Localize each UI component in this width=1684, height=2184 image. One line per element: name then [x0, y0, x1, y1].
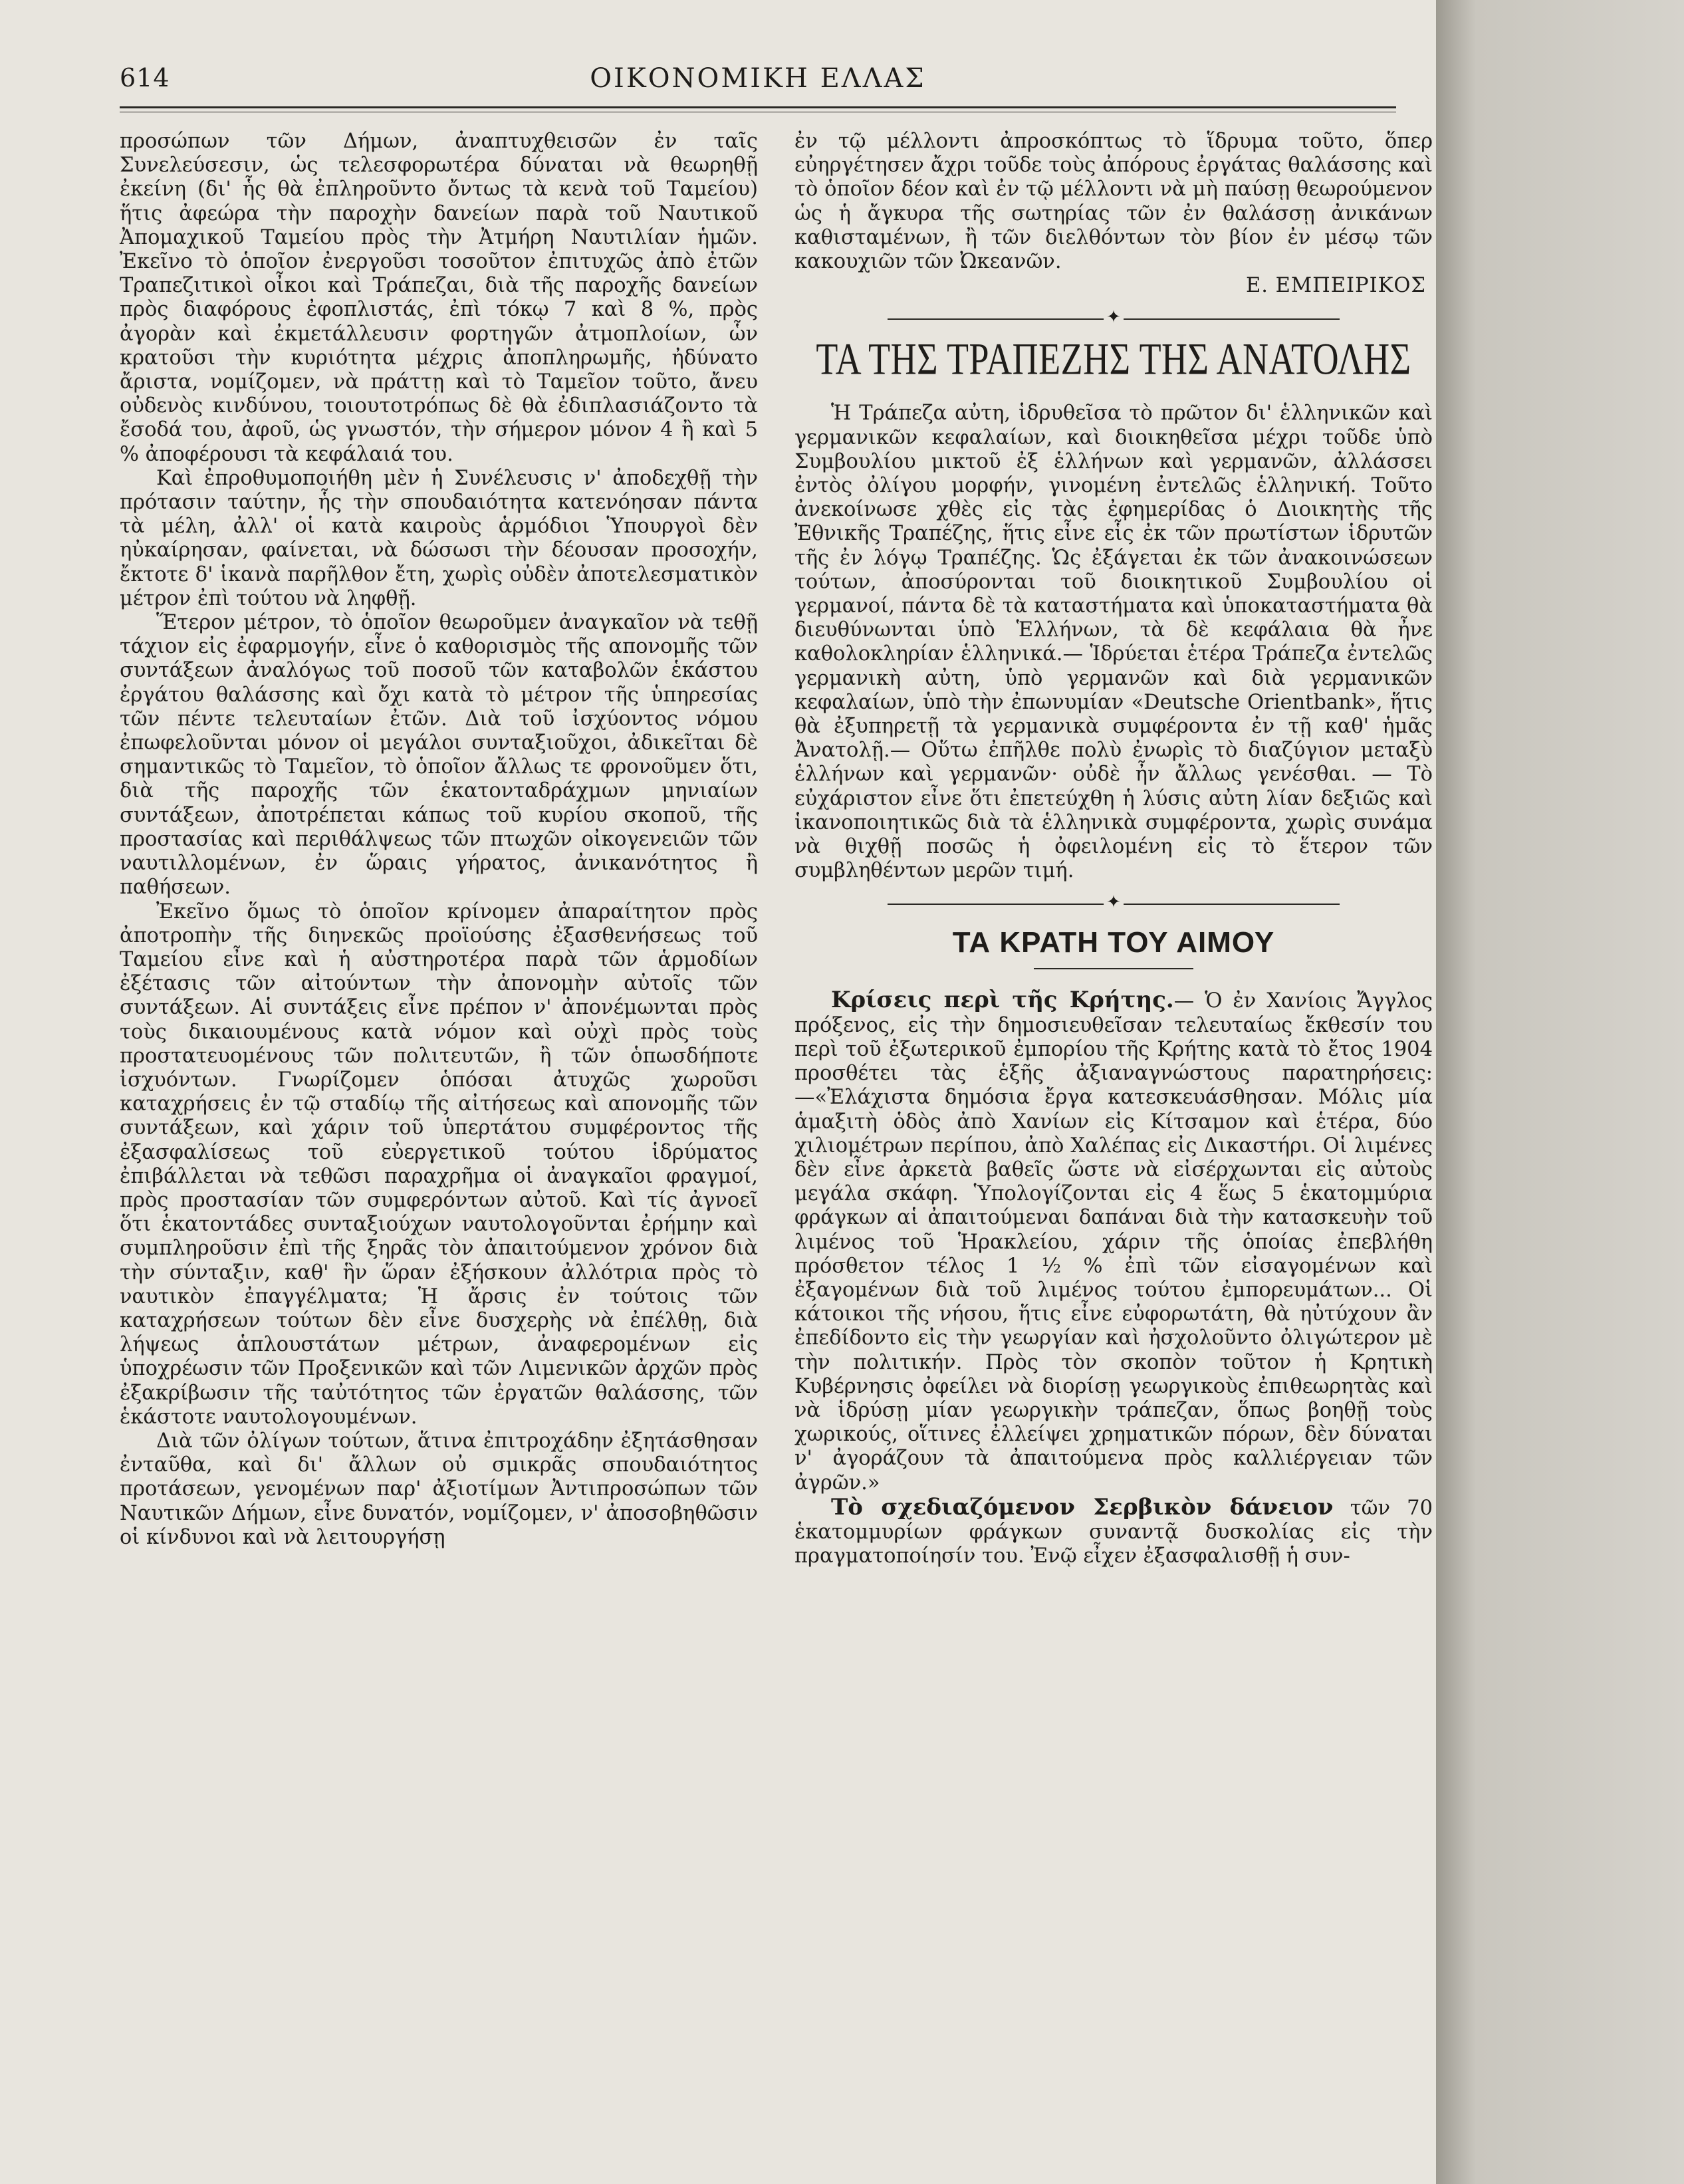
running-header — [120, 63, 1396, 110]
paragraph — [794, 1495, 1433, 1569]
paragraph — [794, 988, 1433, 1495]
paragraph: ἐν τῷ μέλλοντι ἀπροσκόπτως τὸ ἵδρυμα τοῦτο, ὅπερ εὐηργέτησεν ἄχρι τοῦδε τοὺς ἀπόρους ἐργάτας θαλάσσης καὶ τὸ ὁποῖον δέον καὶ ἐν τῷ μέλλοντι νὰ μὴ παύσῃ θεωρούμενον ὡς ἡ ἄγκυρα τῆς σωτηρίας τῶν ἐν θαλάσσῃ ἀνικάνων καθισταμένων, ἢ τῶν διελθόντων τὸν βίον ἐν μέσῳ τῶν κακουχιῶν τῶν Ὠκεανῶν. — [794, 130, 1433, 274]
section-heading-balkans: ΤΑ ΚΡΑΤΗ ΤΟΥ ΑΙΜΟΥ — [952, 926, 1275, 959]
paragraph: προσώπων τῶν Δήμων, ἀναπτυχθεισῶν ἐν ταῖς Συνελεύσεσιν, ὡς τελεσφορωτέρα δύναται νὰ θεωρηθῇ ἐκείνη (δι' ἧς θὰ ἐπληροῦντο ὄντως τὰ κενὰ τοῦ Ταμείου) ἥτις ἀφεώρα τὴν παροχὴν δανείων παρὰ τοῦ Ναυτικοῦ Ἀπομαχικοῦ Ταμείου πρὸς τὴν Ἀτμήρη Ναυτιλίαν ἡμῶν. Ἐκεῖνο τὸ ὁποῖον ἐνεργοῦσι τοσοῦτον ἐπιτυχῶς ἀπὸ ἐτῶν Τραπεζιτικοὶ οἶκοι καὶ Τράπεζαι, διὰ τῆς παροχῆς δανείων πρὸς διαφόρους ἐφοπλιστάς, ἐπὶ τόκῳ 7 καὶ 8 %, πρὸς ἀγορὰν καὶ ἐκμετάλλευσιν φορτηγῶν ἀτμοπλοίων, ὧν κρατοῦσι τὴν κυριότητα μέχρις ἀποπληρωμῆς, ἠδύνατο ἄριστα, νομίζομεν, νὰ πράττῃ καὶ τὸ Ταμεῖον τοῦτο, ἄνευ οὐδενὸς κινδύνου, τοιουτοτρόπως δὲ θὰ ἐδιπλασιάζοντο τὰ ἔσοδά του, ἀφοῦ, ὡς γνωστόν, τὴν σήμερον μόνον 4 ἢ καὶ 5 % ἀποφέρουσι τὰ κεφάλαιά του. — [120, 130, 758, 466]
right-column — [794, 130, 1433, 1568]
journal-title: ΟΙΚΟΝΟΜΙΚΗ ΕΛΛΑΣ — [590, 63, 926, 94]
section-divider — [794, 892, 1433, 913]
paragraph: Καὶ ἐπροθυμοποιήθη μὲν ἡ Συνέλευσις ν' ἀποδεχθῇ τὴν πρότασιν ταύτην, ἧς τὴν σπουδαιότητα κατενόησαν πάντα τὰ μέλη, ἀλλ' οἱ κατὰ καιροὺς ἁρμόδιοι Ὑπουργοὶ δὲν ηὐκαίρησαν, φαίνεται, νὰ δώσωσι τὴν δέουσαν προσοχήν, ἔκτοτε δ' ἱκανὰ παρῆλθον ἔτη, χωρὶς οὐδὲν ἀποτελεσματικὸν μέτρον ἐπὶ τούτου νὰ ληφθῇ. — [120, 466, 758, 610]
page-number: 614 — [120, 63, 170, 92]
paragraph-body: — Ὁ ἐν Χανίοις Ἄγγλος πρόξενος, εἰς τὴν δημοσιευθεῖσαν τελευταίως ἔκθεσίν του περὶ τοῦ ἐξωτερικοῦ ἐμπορίου τῆς Κρήτης κατὰ τὸ ἔτος 1904 προσθέτει τὰς ἑξῆς ἀξιαναγνώστους παρατηρήσεις:—«Ἐλάχιστα δημόσια ἔργα κατεσκευάσθησαν. Μόλις μία ἁμαξιτὴ ὁδὸς ἀπὸ Χανίων εἰς Κίτσαμον καὶ ἑτέρα, δύο χιλιομέτρων περίπου, ἀπὸ Χαλέπας εἰς Δικαστήρι. Οἱ λιμένες δὲν εἶνε ἀρκετὰ βαθεῖς ὥστε νὰ εἰσέρχωνται εἰς αὐτοὺς μεγάλα σκάφη. Ὑπολογίζονται εἰς 4 ἕως 5 ἑκατομμύρια φράγκων αἱ ἀπαιτούμεναι δαπάναι διὰ τὴν κατασκευὴν τοῦ λιμένος τοῦ Ἡρακλείου, χάριν τῆς ὁποίας ἐπεβλήθη πρόσθετον τέλος 1 ½ % ἐπὶ τῶν εἰσαγομένων καὶ ἐξαγομένων διὰ τοῦ λιμένος τούτου ἐμπορευμάτων... Οἱ κάτοικοι τῆς νήσου, ἥτις εἶνε εὐφορωτάτη, θὰ ηὐτύχουν ἂν ἐπεδίδοντο εἰς τὴν γεωργίαν καὶ ἠσχολοῦντο ὀλιγώτερον μὲ τὴν πολιτικήν. Πρὸς τὸν σκοπὸν τοῦτον ἡ Κρητικὴ Κυβέρνησις ὀφείλει νὰ διορίσῃ γεωργικοὺς ἐπιθεωρητὰς καὶ νὰ ἱδρύσῃ μίαν γεωργικὴν τράπεζαν, ὅπως βοηθῇ τοὺς χωρικούς, οἵτινες ἐλλείψει χρηματικῶν πόρων, δὲν δύναται ν' ἀγοράζουν τὰ ἀπαιτούμενα πρὸς καλλιέργειαν τῶν ἀγρῶν.» — [794, 989, 1433, 1495]
paragraph: Ἕτερον μέτρον, τὸ ὁποῖον θεωροῦμεν ἀναγκαῖον νὰ τεθῇ τάχιον εἰς ἐφαρμογήν, εἶνε ὁ καθορισμὸς τῆς απονομῆς τῶν συντάξεων ἀναλόγως τοῦ ποσοῦ τῶν καταβολῶν ἑκάστου ἐργάτου θαλάσσης καὶ ὄχι κατὰ τὸ μέτρον τῆς ὑπηρεσίας τῶν πέντε τελευταίων ἐτῶν. Διὰ τοῦ ἰσχύοντος νόμου ἐπωφελοῦνται μόνον οἱ μεγάλοι συνταξιοῦχοι, ἀδικεῖται δὲ σημαντικῶς τὸ Ταμεῖον, τὸ ὁποῖον ἄλλως τε φρονοῦμεν ὅτι, διὰ τῆς παροχῆς τῶν ἑκατονταδράχμων μηνιαίων συντάξεων, ἀποτρέπεται κάπως τοῦ κυρίου σκοποῦ, τῆς προστασίας καὶ περιθάλψεως τῶν πτωχῶν οἰκογενειῶν τῶν ναυτιλλομένων, ἐν ὥραις γήρατος, ἀνικανότητος ἢ παθήσεων. — [120, 611, 758, 900]
page-gutter-shadow — [1436, 0, 1684, 2184]
paragraph: Ἐκεῖνο ὅμως τὸ ὁποῖον κρίνομεν ἀπαραίτητον πρὸς ἀποτροπὴν τῆς διηνεκῶς προϊούσης ἐξασθενήσεως τοῦ Ταμείου εἶνε καὶ ἡ αὐστηροτέρα παρὰ τῶν ἁρμοδίων ἐξέτασις τῶν αἰτούντων τὴν ἀπονομὴν αὐτοῖς τῶν συντάξεων. Αἱ συντάξεις εἶνε πρέπον ν' ἀπονέμωνται πρὸς τοὺς δικαιουμένους κατὰ νόμον καὶ οὐχὶ πρὸς τοὺς προστατευομένους τῶν πολιτευτῶν, ἢ τῶν ὁπωσδήποτε ἰσχυόντων. Γνωρίζομεν ὁπόσαι ἀτυχῶς χωροῦσι καταχρήσεις ἐν τῷ σταδίῳ τῆς αἰτήσεως καὶ απονομῆς τῶν συντάξεων, καὶ χάριν τοῦ ὑπερτάτου συμφέροντος τῆς ἐξασφαλίσεως τοῦ εὐεργετικοῦ τούτου ἱδρύματος ἐπιβάλλεται νὰ τεθῶσι παραχρῆμα οἱ ἀναγκαῖοι φραγμοί, πρὸς προστασίαν τῶν συμφερόντων αὐτοῦ. Καὶ τίς ἀγνοεῖ ὅτι ἑκατοντάδες συνταξιούχων ναυτολογοῦνται ἐρήμην καὶ συμπληροῦσιν ἐπὶ τῆς ξηρᾶς τὸν ἀπαιτούμενον χρόνον διὰ τὴν σύνταξιν, καθ' ἣν ὥραν ἐξήσκουν ἀλλότρια πρὸς τὸ ναυτικὸν ἐπαγγέλματα; Ἡ ἄρσις ἐν τούτοις τῶν καταχρήσεων τούτων δὲν εἶνε δυσχερὴς νὰ ἐπέλθῃ, διὰ λήψεως ἁπλουστάτων μέτρων, ἀναφερομένων εἰς ὑποχρέωσιν τῶν Προξενικῶν καὶ τῶν Λιμενικῶν ἀρχῶν πρὸς ἐξακρίβωσιν τῆς ταὐτότητος τῶν ἐργατῶν θαλάσσης, τῶν ἑκάστοτε ναυτολογουμένων. — [120, 900, 758, 1429]
heading-underline — [1034, 968, 1193, 969]
author-signature: Ε. ΕΜΠΕΙΡΙΚΟΣ — [1246, 274, 1426, 298]
runin-heading-crete: Κρίσεις περὶ τῆς Κρήτης. — [831, 987, 1174, 1014]
paragraph-body: τῶν 70 ἑκατομμυρίων φράγκων συναντᾷ δυσκολίας εἰς τὴν πραγματοποίησίν του. Ἐνῷ εἶχεν ἐξασφαλισθῇ ἡ συν- — [794, 1496, 1433, 1568]
divider-star-icon: ✦ — [1104, 892, 1124, 912]
header-rule-thick — [120, 106, 1396, 108]
divider-star-icon: ✦ — [1104, 307, 1124, 327]
section-heading-bank: ΤΑ ΤΗΣ ΤΡΑΠΕΖΗΣ ΤΗΣ ΑΝΑΤΟΛΗΣ — [816, 334, 1411, 384]
left-column — [120, 130, 758, 1550]
runin-heading-serbian-loan: Τὸ σχεδιαζόμενον Σερβικὸν δάνειον — [831, 1493, 1334, 1520]
paragraph: Διὰ τῶν ὀλίγων τούτων, ἅτινα ἐπιτροχάδην ἐξητάσθησαν ἐνταῦθα, καὶ δι' ἄλλων οὐ σμικρᾶς σπουδαιότητος προτάσεων, γενομένων παρ' ἀξιοτίμων Ἀντιπροσώπων τῶν Ναυτικῶν Δήμων, εἶνε δυνατόν, νομίζομεν, ν' ἀποσοβηθῶσιν οἱ κίνδυνοι καὶ νὰ λειτουργήσῃ — [120, 1429, 758, 1549]
paragraph: Ἡ Τράπεζα αὐτη, ἱδρυθεῖσα τὸ πρῶτον δι' ἑλληνικῶν καὶ γερμανικῶν κεφαλαίων, καὶ διοικηθεῖσα μέχρι τοῦδε ὑπὸ Συμβουλίου μικτοῦ ἐξ ἑλλήνων καὶ γερμανῶν, ἀλλάσσει ἐντὸς ὀλίγου μορφήν, γινομένη ἐντελῶς ἑλληνική. Τοῦτο ἀνεκοίνωσε χθὲς εἰς τὰς ἐφημερίδας ὁ Διοικητὴς τῆς Ἐθνικῆς Τραπέζης, ἥτις εἶνε εἷς ἐκ τῶν πρωτίστων ἱδρυτῶν τῆς ἐν λόγῳ Τραπέζης. Ὡς ἐξάγεται ἐκ τῶν ἀνακοινώσεων τούτων, ἀποσύρονται τοῦ διοικητικοῦ Συμβουλίου οἱ γερμανοί, πάντα δὲ τὰ καταστήματα καὶ ὑποκαταστήματα θὰ διευθύνωνται ὑπὸ Ἑλλήνων, τὰ δὲ κεφάλαια θὰ ἦνε καθολοκληρίαν ἑλληνικά.— Ἱδρύεται ἑτέρα Τράπεζα ἐντελῶς γερμανικὴ αὐτη, ὑπὸ γερμανῶν καὶ διὰ γερμανικῶν κεφαλαίων, ὑπὸ τὴν ἐπωνυμίαν «Deutsche Orientbank», ἥτις θὰ ἐξυπηρετῇ τὰ γερμανικὰ συμφέροντα ἐν τῇ καθ' ἡμᾶς Ἀνατολῇ.— Οὕτω ἐπῆλθε πολὺ ἐνωρὶς τὸ διαζύγιον μεταξὺ ἑλλήνων καὶ γερμανῶν· οὐδὲ ἦν ἄλλως γενέσθαι. — Τὸ εὐχάριστον εἶνε ὅτι ἐπετεύχθη ἡ λύσις αὐτη λίαν δεξιῶς καὶ ἱκανοποιητικῶς διὰ τὰ ἑλληνικὰ συμφέροντα, χωρὶς συνάμα νὰ θιχθῇ ποσῶς ἡ ὀφειλομένη εἰς τὸ ἕτερον τῶν συμβληθέντων μερῶν τιμή. — [794, 402, 1433, 883]
section-divider — [794, 307, 1433, 328]
